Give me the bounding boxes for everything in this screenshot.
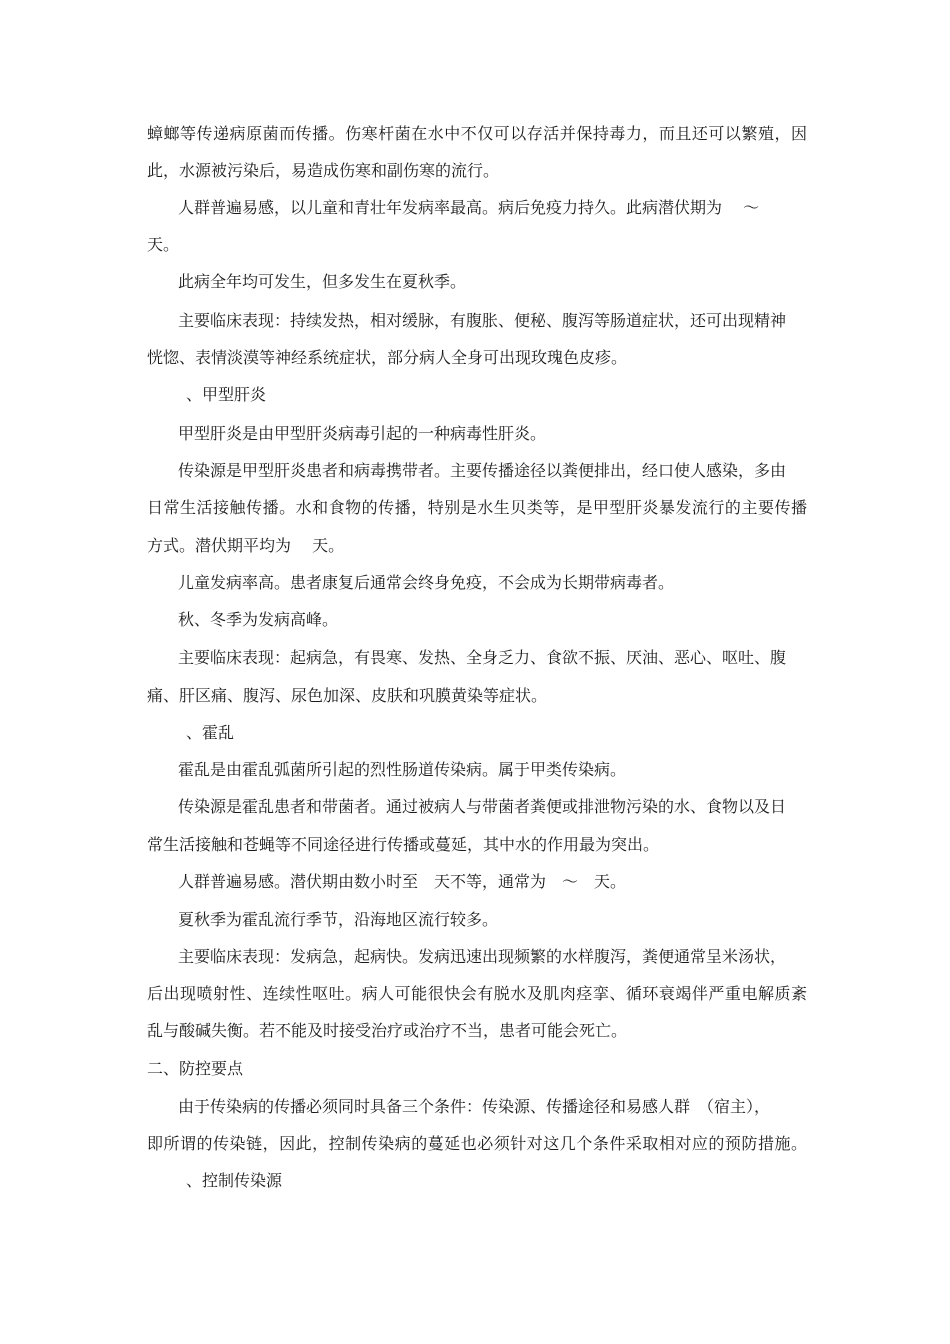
paragraph-line: 乱与酸碱失衡。若不能及时接受治疗或治疗不当，患者可能会死亡。: [147, 1021, 628, 1040]
section-heading: 、霍乱: [186, 723, 235, 742]
paragraph-line: 夏秋季为霍乱流行季节，沿海地区流行较多。: [178, 910, 499, 929]
section-heading: 二、防控要点: [147, 1059, 244, 1078]
paragraph-line: 霍乱是由霍乱弧菌所引起的烈性肠道传染病。属于甲类传染病。: [178, 760, 627, 779]
section-heading: 、甲型肝炎: [186, 385, 267, 404]
paragraph-line: 恍惚、表情淡漠等神经系统症状，部分病人全身可出现玫瑰色皮疹。: [147, 348, 628, 367]
paragraph-line: 主要临床表现：发病急，起病快。发病迅速出现频繁的水样腹泻，粪便通常呈米汤状，: [178, 947, 787, 966]
paragraph-line: 后出现喷射性、连续性呕吐。病人可能很快会有脱水及肌肉痉挛、循环衰竭伴严重电解质紊: [147, 984, 807, 1003]
paragraph-line: 此病全年均可发生，但多发生在夏秋季。: [178, 272, 467, 291]
paragraph-line: 主要临床表现：持续发热，相对缓脉，有腹胀、便秘、腹泻等肠道症状，还可出现精神: [178, 311, 787, 330]
paragraph-line: 秋、冬季为发病高峰。: [178, 610, 339, 629]
paragraph-line: 即所谓的传染链，因此，控制传染病的蔓延也必须针对这几个条件采取相对应的预防措施。: [147, 1134, 807, 1153]
paragraph-line: 此，水源被污染后，易造成伤寒和副伤寒的流行。: [147, 161, 500, 180]
paragraph-line: 由于传染病的传播必须同时具备三个条件：传染源、传播途径和易感人群 （宿主），: [178, 1097, 771, 1116]
paragraph-line: 痛、肝区痛、腹泻、尿色加深、皮肤和巩膜黄染等症状。: [147, 686, 548, 705]
paragraph-line: 天。: [147, 235, 180, 254]
paragraph-line: 主要临床表现：起病急，有畏寒、发热、全身乏力、食欲不振、厌油、恶心、呕吐、腹: [178, 648, 787, 667]
paragraph-line: 常生活接触和苍蝇等不同途径进行传播或蔓延，其中水的作用最为突出。: [147, 835, 660, 854]
paragraph-line: 方式。潜伏期平均为 天。: [147, 536, 345, 555]
paragraph-line: 儿童发病率高。患者康复后通常会终身免疫，不会成为长期带病毒者。: [178, 573, 675, 592]
paragraph-line: 蟑螂等传递病原菌而传播。伤寒杆菌在水中不仅可以存活并保持毒力，而且还可以繁殖，因: [147, 124, 807, 143]
paragraph-line: 人群普遍易感，以儿童和青壮年发病率最高。病后免疫力持久。此病潜伏期为 ～: [178, 198, 760, 217]
paragraph-line: 人群普遍易感。潜伏期由数小时至 天不等，通常为 ～ 天。: [178, 872, 627, 891]
section-heading: 、控制传染源: [186, 1171, 283, 1190]
paragraph-line: 日常生活接触传播。水和食物的传播，特别是水生贝类等，是甲型肝炎暴发流行的主要传播: [147, 498, 807, 517]
paragraph-line: 传染源是霍乱患者和带菌者。通过被病人与带菌者粪便或排泄物污染的水、食物以及日: [178, 797, 787, 816]
paragraph-line: 甲型肝炎是由甲型肝炎病毒引起的一种病毒性肝炎。: [178, 424, 547, 443]
paragraph-line: 传染源是甲型肝炎患者和病毒携带者。主要传播途径以粪便排出，经口使人感染，多由: [178, 461, 787, 480]
